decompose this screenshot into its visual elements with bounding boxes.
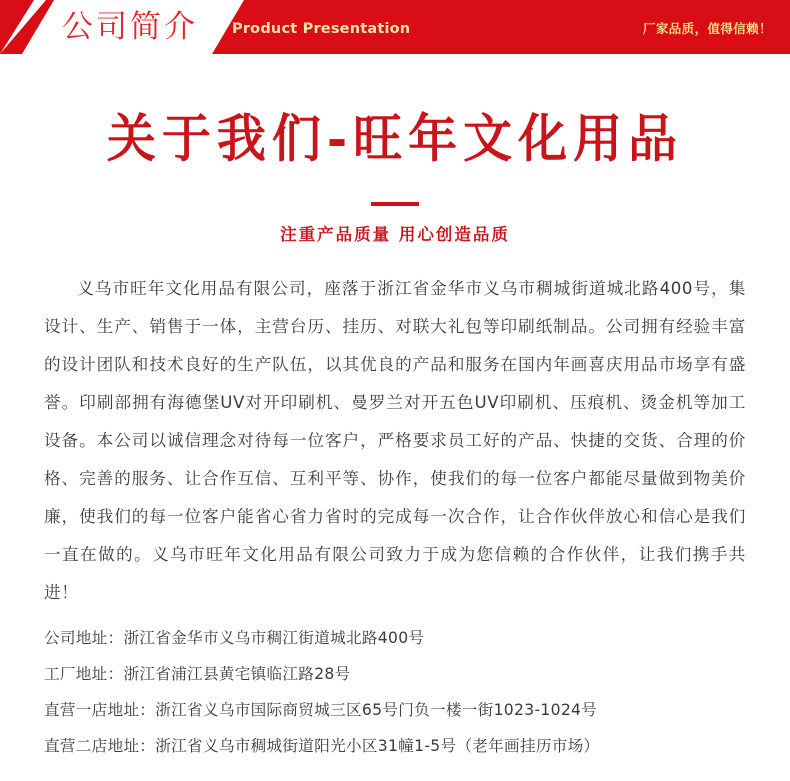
company-description-block: [0, 246, 790, 612]
address-line-company: 公司地址：浙江省金华市义乌市稠江街道城北路400号: [44, 629, 425, 647]
address-list: [0, 612, 790, 764]
banner-section-title-cn: 公司简介: [62, 9, 198, 45]
company-description-paragraph: 义乌市旺年文化用品有限公司，座落于浙江省金华市义乌市稠城街道城北路400号，集设计、生产、销售于一体，主营台历、挂历、对联大礼包等印刷纸制品。公司拥有经验丰富的设计团队和技术良好的生产队伍，以其优良的产品和服务在国内年画喜庆用品市场享有盛誉。印刷部拥有海德堡UV对开印刷机、曼罗兰对开五色UV印刷机、压痕机、烫金机等加工设备。本公司以诚信理念对待每一位客户，严格要求员工好的产品、快捷的交货、合理的价格、完善的服务、让合作互信、互利平等、协作，使我们的每一位客户都能尽量做到物美价廉，使我们的每一位客户能省心省力省时的完成每一次合作，让合作伙伴放心和信心是我们一直在做的。义乌市旺年文化用品有限公司致力于成为您信赖的合作伙伴，让我们携手共进！: [44, 279, 746, 602]
title-divider: [371, 202, 419, 206]
address-line-store-one: 直营一店地址：浙江省义乌市国际商贸城三区65号门负一楼一街1023-1024号: [44, 701, 598, 719]
address-line-factory: 工厂地址：浙江省浦江县黄宅镇临江路28号: [44, 665, 351, 683]
page-header-banner: [0, 0, 790, 54]
page-title: 关于我们-旺年文化用品: [106, 107, 684, 170]
address-line-store-two: 直营二店地址：浙江省义乌市稠城街道阳光小区31幢1-5号（老年画挂历市场）: [44, 737, 600, 755]
banner-slogan: 厂家品质，值得信赖！: [642, 21, 772, 36]
page-subtitle: 注重产品质量 用心创造品质: [280, 225, 510, 244]
about-us-content: [0, 54, 790, 764]
banner-section-title-en: Product Presentation: [232, 21, 411, 37]
title-divider-wrap: [0, 165, 790, 210]
